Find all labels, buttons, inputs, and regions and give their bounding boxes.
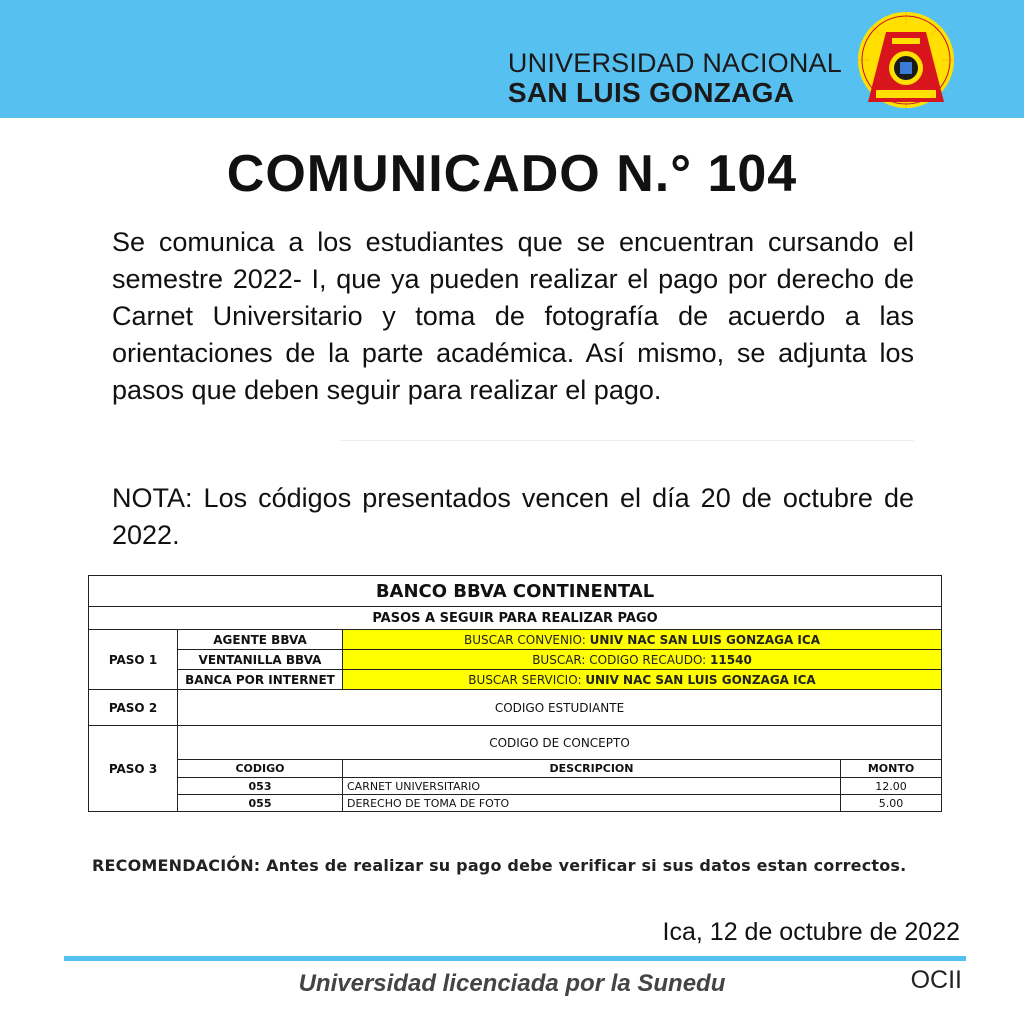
table-subtitle: PASOS A SEGUIR PARA REALIZAR PAGO: [89, 607, 942, 630]
item-codigo: 053: [178, 778, 343, 795]
item-monto: 12.00: [841, 778, 942, 795]
announcement-note: NOTA: Los códigos presentados vencen el día 20 de octubre de 2022.: [112, 483, 914, 550]
channel-label: AGENTE BBVA: [178, 630, 343, 650]
divider: [340, 440, 914, 441]
instruction-value: 11540: [710, 652, 752, 667]
table-row: [89, 630, 942, 650]
item-monto: 5.00: [841, 795, 942, 812]
step2-text: CODIGO ESTUDIANTE: [178, 690, 942, 726]
instruction-prefix: BUSCAR CONVENIO:: [464, 632, 590, 647]
concept-heading: CODIGO DE CONCEPTO: [178, 726, 942, 760]
instruction-prefix: BUSCAR: CODIGO RECAUDO:: [532, 652, 711, 667]
university-name: [508, 50, 842, 107]
university-name-line2: SAN LUIS GONZAGA: [507, 77, 795, 108]
issue-date: Ica, 12 de octubre de 2022: [662, 918, 960, 946]
item-descripcion: DERECHO DE TOMA DE FOTO: [343, 795, 841, 812]
instruction-value: UNIV NAC SAN LUIS GONZAGA ICA: [585, 672, 816, 687]
table-row: [89, 778, 942, 795]
table-title: BANCO BBVA CONTINENTAL: [89, 576, 942, 607]
table-row: [89, 726, 942, 760]
table-row: [89, 670, 942, 690]
step-label: PASO 1: [89, 630, 178, 690]
channel-instruction: [343, 650, 942, 670]
item-descripcion: CARNET UNIVERSITARIO: [343, 778, 841, 795]
channel-label: BANCA POR INTERNET: [178, 670, 343, 690]
footer-licensed-text: Universidad licenciada por la Sunedu: [298, 970, 726, 997]
col-descripcion: DESCRIPCION: [343, 760, 841, 778]
col-monto: MONTO: [841, 760, 942, 778]
step-label: PASO 3: [89, 726, 178, 812]
channel-instruction: [343, 670, 942, 690]
instruction-value: UNIV NAC SAN LUIS GONZAGA ICA: [589, 632, 820, 647]
university-seal-icon: [856, 10, 956, 110]
footer-divider: [64, 956, 966, 961]
payment-steps-table: [88, 575, 942, 812]
channel-instruction: [343, 630, 942, 650]
item-codigo: 055: [178, 795, 343, 812]
table-row: [89, 690, 942, 726]
recommendation-text: RECOMENDACIÓN: Antes de realizar su pago debe verificar si sus datos estan correctos.: [92, 856, 907, 875]
step-label: PASO 2: [89, 690, 178, 726]
university-name-line1: UNIVERSIDAD NACIONAL: [507, 48, 842, 78]
table-row: [89, 650, 942, 670]
footer-office: OCII: [910, 966, 962, 994]
page-title: COMUNICADO N.° 104: [226, 145, 798, 203]
table-row: [89, 760, 942, 778]
instruction-prefix: BUSCAR SERVICIO:: [468, 672, 586, 687]
announcement-body: Se comunica a los estudiantes que se encuentran cursando el semestre 2022- I, que ya pueden realizar el pago por derecho de Carnet Universitario y toma de fotografía de acuerdo a las orientaciones de la parte académica. Así mismo, se adjunta los pasos que deben seguir para realizar el pago.: [112, 227, 914, 405]
channel-label: VENTANILLA BBVA: [178, 650, 343, 670]
table-row: [89, 795, 942, 812]
col-codigo: CODIGO: [178, 760, 343, 778]
